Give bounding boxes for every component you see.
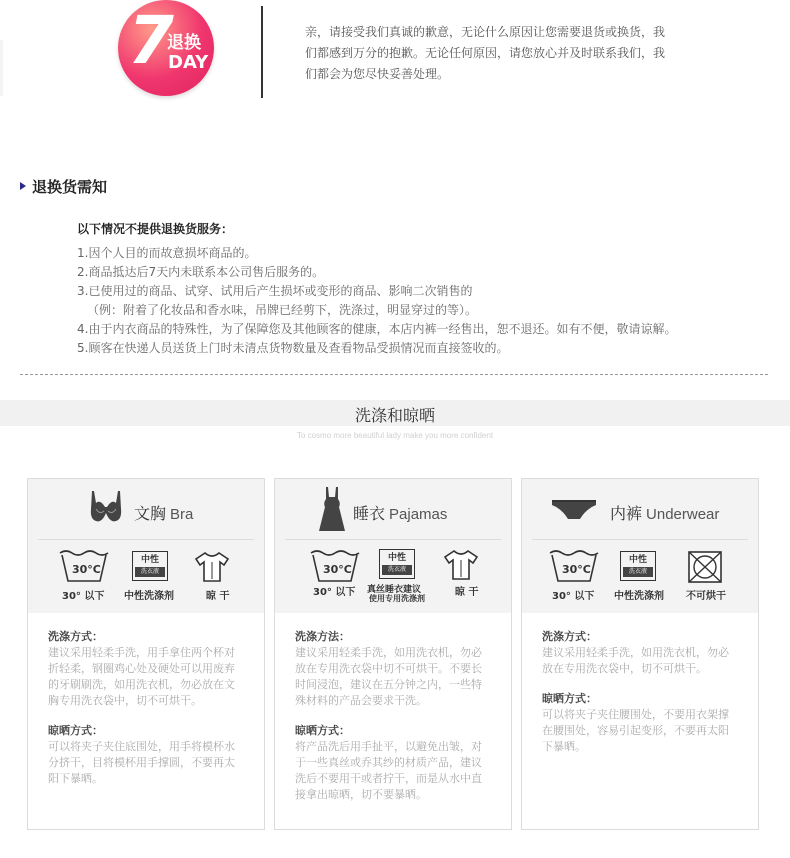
intro-line: 们都会为您尽快妥善处理。 [305, 67, 450, 81]
badge-day-label: DAY [168, 52, 209, 73]
card-title-en: Pajamas [389, 506, 448, 523]
dashed-divider [20, 374, 768, 375]
dry-heading: 晾晒方式： [542, 692, 597, 705]
vertical-divider [261, 6, 263, 98]
notice-heading-text: 退换货需知 [32, 178, 108, 196]
detergent-top: 中性 [140, 555, 159, 565]
detergent-label: 中性洗涤剂 [124, 591, 174, 602]
detergent-bottom: 洗衣液 [135, 567, 165, 577]
dry-label: 不可烘干 [686, 591, 726, 602]
triangle-bullet-icon [20, 182, 26, 190]
dry-heading: 晾晒方式： [48, 724, 103, 737]
detergent-label: 中性洗涤剂 [614, 591, 664, 602]
intro-line: 亲，请接受我们真诚的歉意，无论什么原因让您需要退货或换货，我 [305, 25, 666, 39]
dry-label: 晾 干 [206, 591, 230, 602]
seven-day-badge [112, 0, 220, 100]
edge-mark [0, 40, 3, 96]
wash-temp: 30°C [562, 563, 591, 576]
card-title [610, 501, 719, 524]
section-title: 洗涤和晾晒 [354, 406, 435, 425]
detergent-label-2: 使用专用洗涤剂 [369, 594, 425, 603]
care-card-pajamas [274, 478, 512, 830]
notice-list [77, 244, 676, 358]
notice-item: 4.由于内衣商品的特殊性，为了保障您及其他顾客的健康，本店内裤一经售出，恕不退还。如有不便，敬请谅解。 [77, 322, 677, 336]
detergent-bottom: 洗衣液 [382, 565, 412, 575]
card-separator [285, 539, 501, 540]
wash-temp-label: 30° 以下 [552, 591, 595, 602]
card-instructions [295, 629, 495, 817]
wash-heading: 洗涤方式： [542, 630, 597, 643]
card-instructions [542, 629, 742, 769]
detergent-label-1: 真丝睡衣建议 [367, 585, 422, 595]
notice-subheading: 以下情况不提供退换货服务： [77, 222, 234, 236]
notice-item: 2.商品抵达后7天内未联系本公司售后服务的。 [77, 265, 325, 279]
badge-number: 7 [128, 2, 174, 79]
card-title [134, 501, 193, 524]
notice-item: （例：附着了化妆品和香水味，吊牌已经剪下，洗涤过，明显穿过的等）。 [87, 303, 478, 317]
card-instructions [48, 629, 248, 801]
intro-text [305, 22, 725, 85]
bra-icon [86, 489, 126, 525]
card-title-en: Underwear [646, 506, 720, 523]
wash-temp: 30°C [323, 563, 352, 576]
wash-temp: 30°C [72, 563, 101, 576]
wash-heading: 洗涤方式： [48, 630, 103, 643]
detergent-icon [132, 551, 168, 581]
intro-line: 们都感到万分的抱歉。无论任何原因，请您放心并及时联系我们，我 [305, 46, 666, 60]
detergent-bottom: 洗衣液 [623, 567, 653, 577]
wash-heading: 洗涤方法： [295, 630, 350, 643]
dry-heading: 晾晒方式： [295, 724, 350, 737]
card-title [353, 501, 447, 524]
detergent-top: 中性 [387, 553, 406, 563]
card-title-cn: 内裤 [610, 504, 643, 523]
detergent-icon [620, 551, 656, 581]
wash-temp-label: 30° 以下 [313, 587, 356, 598]
underwear-icon [550, 497, 598, 523]
dry-text: 可以将夹子夹住腰围处，不要用衣架撑 在腰围处，容易引起变形，不要再太阳 下暴晒。 [542, 708, 729, 753]
card-title-cn: 文胸 [134, 504, 167, 523]
section-subtitle: To cosmo more beautiful lady make you more confident [296, 431, 494, 440]
wash-text: 建议采用轻柔手洗，用手拿住两个杯对 折轻柔，钢圈鸡心处及硬处可以用废弃 的牙刷刷洗，如用洗衣机，勿必放在文 胸专用洗衣袋中，切不可烘干。 [48, 646, 235, 707]
tshirt-dry-icon [443, 549, 479, 581]
detergent-icon [379, 549, 415, 579]
card-separator [38, 539, 254, 540]
wash-text: 建议采用轻柔手洗，如用洗衣机，勿必 放在专用洗衣袋中切不可烘干。不要长 时间浸泡，建议在五分钟之内，一些特 殊材料的产品会要求干洗。 [295, 646, 482, 707]
dry-text: 可以将夹子夹住底围处，用手将模杯水 分挤干，目将模杯用手撑圆，不要再太 阳下暴晒。 [48, 740, 235, 785]
care-card-underwear [521, 478, 759, 830]
care-card-bra [27, 478, 265, 830]
card-separator [532, 539, 748, 540]
card-title-cn: 睡衣 [353, 504, 386, 523]
notice-item: 1.因个人目的而故意损坏商品的。 [77, 246, 257, 260]
wash-temp-label: 30° 以下 [62, 591, 105, 602]
notice-item: 3.已使用过的商品、试穿、试用后产生损坏或变形的商品、影响二次销售的 [77, 284, 473, 298]
dry-text: 将产品洗后用手扯平，以避免出皱，对 于一些真丝或乔其纱的材质产品，建议 洗后不要用干或者拧干，而是从水中直 接拿出晾晒，切不要暴晒。 [295, 740, 482, 801]
no-tumble-dry-icon [688, 551, 722, 583]
dry-label: 晾 干 [455, 587, 479, 598]
nightgown-icon [317, 485, 347, 533]
wash-text: 建议采用轻柔手洗，如用洗衣机，勿必 放在专用洗衣袋中，切不可烘干。 [542, 646, 729, 675]
tshirt-dry-icon [194, 551, 230, 583]
notice-item: 5.顾客在快递人员送货上门时未清点货物数量及查看物品受损情况而直接签收的。 [77, 341, 509, 355]
notice-heading [20, 176, 107, 197]
detergent-top: 中性 [628, 555, 647, 565]
card-title-en: Bra [170, 506, 194, 523]
badge-cn-label: 退换 [167, 33, 201, 53]
